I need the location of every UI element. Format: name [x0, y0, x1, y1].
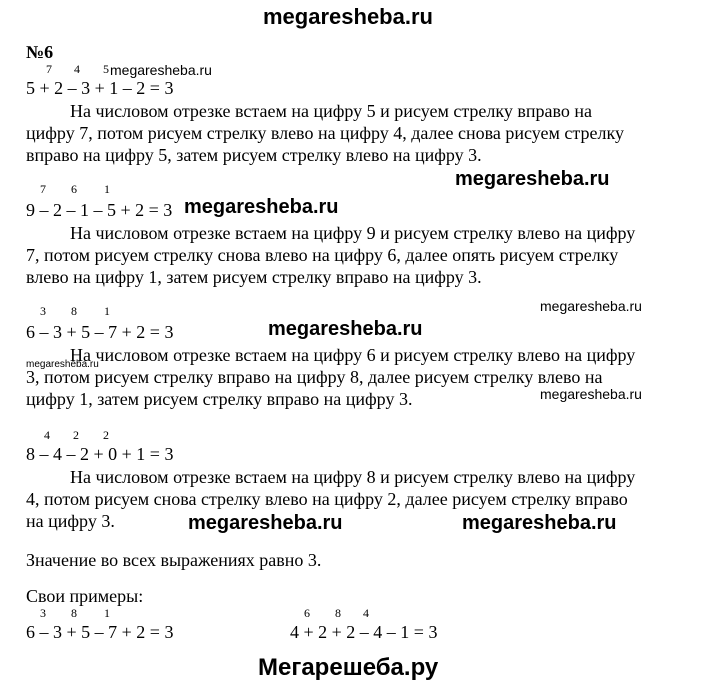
inline-watermark: megaresheba.ru: [188, 512, 343, 534]
footer-watermark: Мегарешеба.ру: [258, 654, 439, 681]
example-3-line-2: 3, потом рисуем стрелку вправо на цифру 8, далее рисуем стрелку влево на: [26, 367, 603, 387]
example-2-line-2: 7, потом рисуем стрелку снова влево на цифру 6, далее опять рисуем стрелку: [26, 245, 619, 265]
example-3-line-3: цифру 1, затем рисуем стрелку вправо на цифру 3.: [26, 389, 413, 409]
example-3-sup-1: 3: [40, 304, 46, 318]
inline-watermark: megaresheba.ru: [540, 386, 642, 402]
example-4-sup-2: 2: [73, 428, 79, 442]
example-4-line-2: 4, потом рисуем снова стрелку влево на цифру 2, далее рисуем стрелку вправо: [26, 489, 628, 509]
example-3-line-1: На числовом отрезке встаем на цифру 6 и рисуем стрелку влево на цифру: [70, 345, 636, 365]
own-examples-label: Свои примеры:: [26, 586, 144, 606]
inline-watermark: megaresheba.ru: [268, 318, 423, 340]
inline-watermark: megaresheba.ru: [184, 196, 339, 218]
inline-watermark: megaresheba.ru: [110, 62, 212, 78]
example-3-equation: 6 – 3 + 5 – 7 + 2 = 3: [26, 322, 174, 342]
example-4-line-1: На числовом отрезке встаем на цифру 8 и рисуем стрелку влево на цифру: [70, 467, 636, 487]
example-1-equation: 5 + 2 – 3 + 1 – 2 = 3: [26, 78, 174, 98]
own-example-2-equation: 4 + 2 + 2 – 4 – 1 = 3: [290, 622, 438, 642]
example-3-sup-2: 8: [71, 304, 77, 318]
example-1-line-2: цифру 7, потом рисуем стрелку влево на цифру 4, далее снова рисуем стрелку: [26, 123, 624, 143]
example-2-description: [26, 222, 690, 288]
own-example-1-sup-3: 1: [104, 606, 110, 620]
own-example-1-sup-2: 8: [71, 606, 77, 620]
example-1-sup-2: 4: [74, 62, 80, 76]
own-example-2-sup-3: 4: [363, 606, 369, 620]
own-example-1-equation: 6 – 3 + 5 – 7 + 2 = 3: [26, 622, 174, 642]
conclusion-text: Значение во всех выражениях равно 3.: [26, 550, 322, 570]
own-example-2-sup-1: 6: [304, 606, 310, 620]
example-2-line-1: На числовом отрезке встаем на цифру 9 и рисуем стрелку влево на цифру: [70, 223, 636, 243]
example-1-description: [26, 100, 690, 166]
example-4-sup-1: 4: [44, 428, 50, 442]
example-4-sup-3: 2: [103, 428, 109, 442]
example-2-sup-1: 7: [40, 182, 46, 196]
example-4-equation: 8 – 4 – 2 + 0 + 1 = 3: [26, 444, 174, 464]
header-watermark: megaresheba.ru: [263, 4, 433, 29]
example-4-line-3: на цифру 3.: [26, 511, 115, 531]
example-2-equation: 9 – 2 – 1 – 5 + 2 = 3: [26, 200, 173, 220]
example-3-sup-3: 1: [104, 304, 110, 318]
own-example-2-sup-2: 8: [335, 606, 341, 620]
inline-watermark: megaresheba.ru: [462, 512, 617, 534]
example-2-sup-3: 1: [104, 182, 110, 196]
example-2-sup-2: 6: [71, 182, 77, 196]
inline-watermark: megaresheba.ru: [540, 298, 642, 314]
example-1-sup-3: 5: [103, 62, 109, 76]
example-1-line-1: На числовом отрезке встаем на цифру 5 и рисуем стрелку вправо на: [70, 101, 592, 121]
own-example-1-sup-1: 3: [40, 606, 46, 620]
example-1-line-3: вправо на цифру 5, затем рисуем стрелку влево на цифру 3.: [26, 145, 482, 165]
example-1-sup-1: 7: [46, 62, 52, 76]
example-2-line-3: влево на цифру 1, затем рисуем стрелку вправо на цифру 3.: [26, 267, 482, 287]
inline-watermark: megaresheba.ru: [26, 359, 99, 370]
inline-watermark: megaresheba.ru: [455, 168, 610, 190]
task-number: №6: [26, 42, 54, 62]
